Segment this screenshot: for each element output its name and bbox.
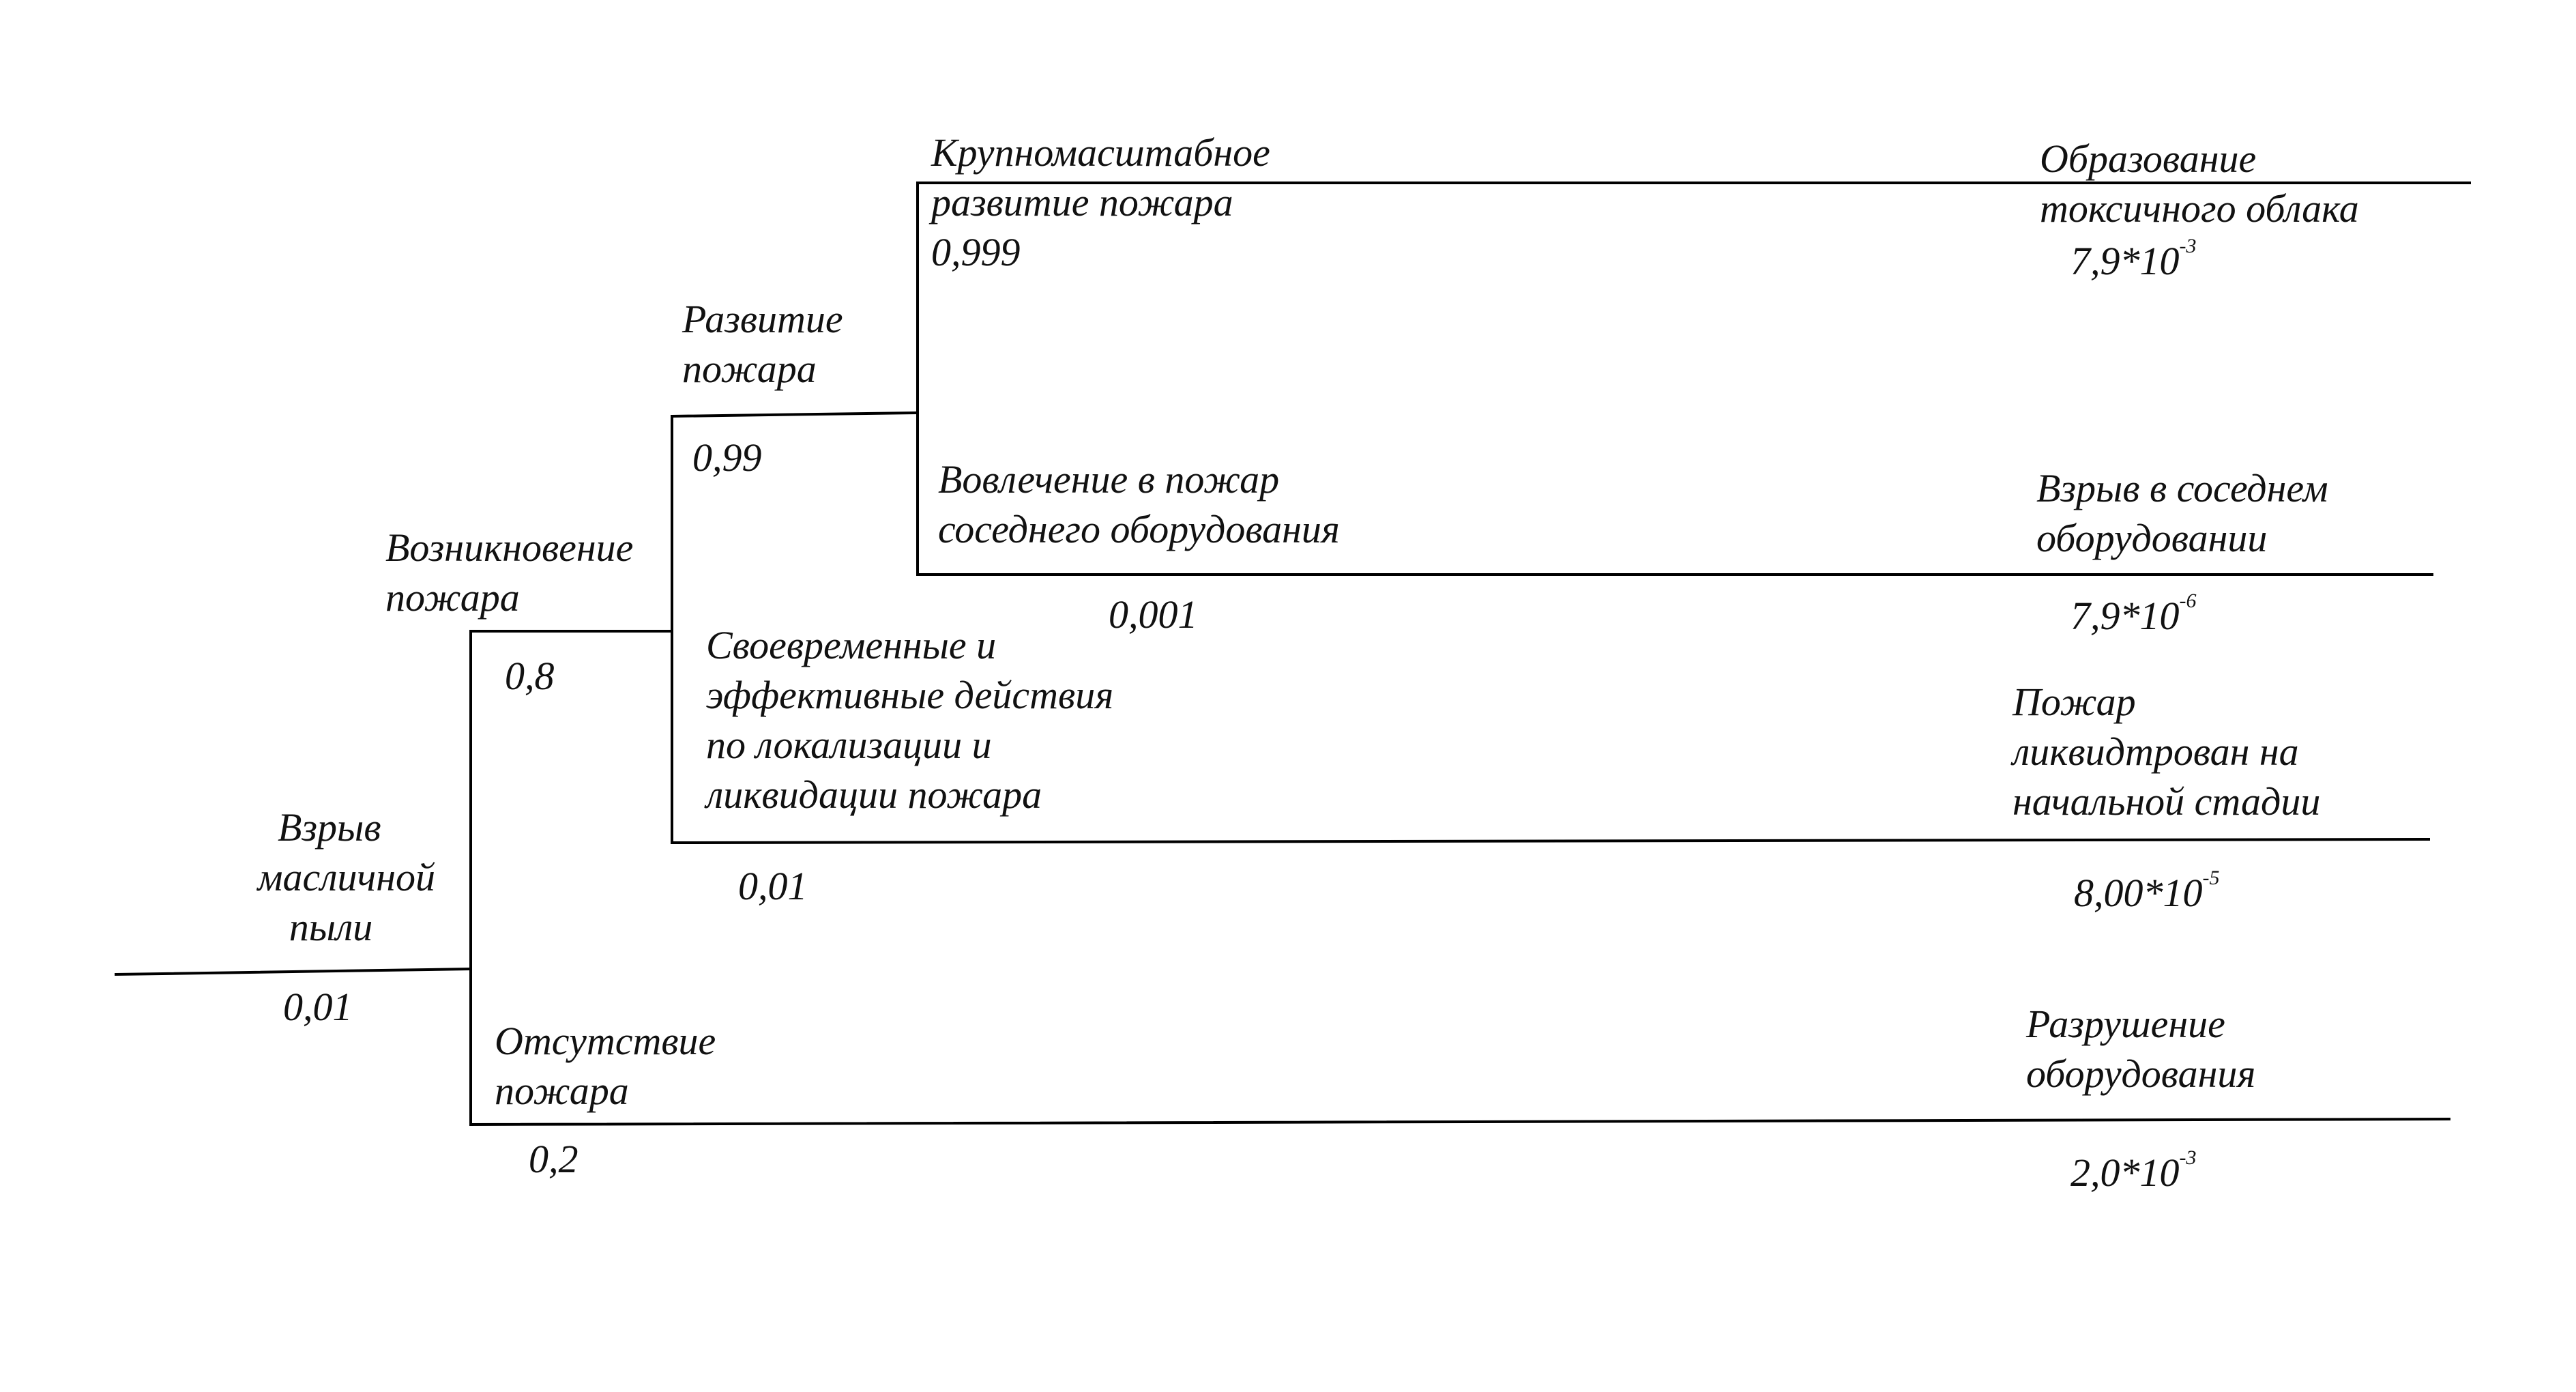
fire-occurrence-probability: 0,8 — [505, 654, 555, 698]
timely-actions-probability: 0,01 — [738, 864, 808, 908]
initiating-event-label: Взрыв масличной пыли — [257, 805, 435, 949]
large-scale-fire-probability: 0,999 — [931, 230, 1021, 274]
initiating-branch-line — [116, 969, 471, 974]
initiating-event-probability: 0,01 — [283, 985, 353, 1029]
no-fire-probability: 0,2 — [529, 1137, 579, 1181]
outcome-toxic-cloud-probability: $7,9*10^{-3}$ — [2070, 235, 2197, 283]
outcome-neighbor-explosion-probability: $7,9*10^{-6}$ — [2070, 590, 2197, 638]
outcome-neighbor-explosion-label: Взрыв в соседнем оборудовании — [2036, 466, 2328, 560]
outcome-fire-liquidated-probability: $8,00*10^{-5}$ — [2074, 867, 2220, 915]
neighbor-involvement-probability: 0,001 — [1109, 592, 1198, 637]
fire-development-label: Развитие пожара — [682, 297, 843, 391]
outcome-fire-liquidated-label: Пожар ликвидтрован на начальной стадии — [2012, 680, 2321, 824]
fire-occurrence-label: Возникновение пожара — [385, 525, 634, 620]
outcome-toxic-cloud-label: Образование токсичного облака — [2040, 136, 2359, 231]
fire-development-probability: 0,99 — [692, 435, 762, 480]
large-scale-fire-label: Крупномасштабное развитие пожара — [931, 130, 1270, 224]
timely-actions-label: Своевременные и эффективные действия по локализации и ликвидации пожара — [706, 623, 1114, 817]
no-fire-branch-line — [471, 1119, 2449, 1125]
outcome-equipment-destruction-label: Разрушение оборудования — [2026, 1002, 2256, 1096]
fire-development-branch-line — [672, 413, 918, 416]
outcome-equipment-destruction-probability: $2,0*10^{-3}$ — [2070, 1146, 2197, 1195]
no-fire-label: Отсутствие пожара — [495, 1019, 716, 1113]
neighbor-involvement-label: Вовлечение в пожар соседнего оборудования — [938, 457, 1340, 551]
timely-actions-branch-line — [672, 839, 2429, 843]
